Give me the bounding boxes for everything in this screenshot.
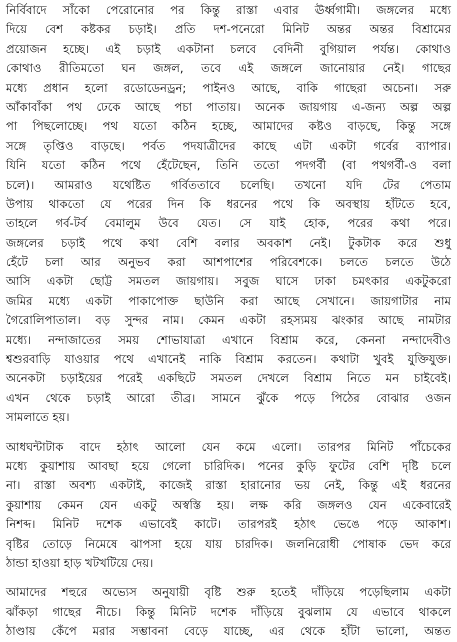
text-line: আমাদের শহুরে অভ্যেস অনুযায়ী বৃষ্টি শুরু হতেই দাঁড়িয়ে পড়েছিলাম একটা bbox=[6, 585, 451, 600]
text-line: ঠাণ্ডায় কেঁপে মরার সম্ভাবনা বেড়ে যাচ্ছে, এর থেকে হাঁটা ভালো, অন্তত bbox=[6, 624, 451, 639]
text-line: মধ্যে। নন্দাজাতের সময় শোভাযাত্রা এখানে বিশ্রাম করে, কেননা নন্দাদেবীও bbox=[6, 332, 451, 347]
text-line: যিনি যতো কঠিন পথে হেঁটেছেন, তিনি ততো পদগর্বী (বা পথগর্বী-ও বলা bbox=[6, 158, 451, 173]
text-line: আসি একটা ছোট্ট সমতল জায়গায়। সবুজ ঘাসে ঢাকা চমৎকার একটুকরো bbox=[6, 274, 451, 289]
paragraph-1 bbox=[6, 1, 451, 428]
text-line: না। রাস্তা অবশ্য একটাই, কাজেই রাস্তা হারানোর ভয় নেই, কিন্তু এই ধরনের bbox=[6, 478, 451, 493]
text-line: কোথাও রীতিমতো ঘন জঙ্গল, তবে এই জঙ্গলে জানোয়ার নেই। গাছের bbox=[6, 61, 451, 76]
text-line: বৃষ্টির তোড়ে নিমেষে ঝাপসা হয়ে যায় চারদিক। জলনিরোধী পোষাক ভেদ করে bbox=[6, 536, 451, 551]
text-line: হেঁটে চলা আর অনুভব করা আশপাশের পরিবেশকে। চলতে চলতে উঠে bbox=[6, 255, 451, 270]
text-line: নির্বিবাদে সাঁকো পেরোনোর পর কিন্তু রাস্তা এবার ঊর্ধ্বগামী। জঙ্গলের মধ্যে bbox=[6, 3, 451, 17]
text-line: আধঘন্টাটাক বাদে হঠাৎ আলো যেন কমে এলো। তারপর মিনিট পাঁচেকের bbox=[6, 439, 451, 454]
paragraph-3 bbox=[6, 583, 451, 641]
text-line: গৈরোলিপাতাল। বড় সুন্দর নাম। কেমন একটা রহস্যময় ঝংকার আছে নামটার bbox=[6, 313, 451, 328]
text-line: জঙ্গলের চড়াই পথে কথা বেশি বলার অবকাশ নেই। টুকটাক করে শুধু bbox=[6, 235, 451, 250]
text-line: এখন থেকে চড়াই আরো তীব্র। সামনে ঝুঁকে পড়ে পিঠের বোঝার ওজন bbox=[6, 390, 451, 405]
text-line: ঠান্ডা হাওয়া হাড় খটখটিয়ে দেয়। bbox=[6, 555, 154, 570]
text-line: মধ্যে কুয়াশায় আবছা হয়ে গেলো চারিদিক। পনের কুড়ি ফুটের বেশি দৃষ্টি চলে bbox=[6, 458, 451, 473]
text-line: দিয়ে বেশ কষ্টকর চড়াই। প্রতি দশ-পনেরো মিনিট অন্তর অন্তর বিশ্রামের bbox=[6, 22, 451, 37]
text-line: পা পিছলোচ্ছে। পথ যতো কঠিন হচ্ছে, আমাদের কষ্টও বাড়ছে, কিন্তু সঙ্গে bbox=[6, 119, 451, 134]
text-line: ঝাঁকড়া গাছের নীচে। কিন্তু মিনিট দশেক দাঁড়িয়ে বুঝলাম যে এভাবে থাকলে bbox=[6, 604, 451, 619]
text-line: জমির মধ্যে একটা পাকাপোক্ত ছাউনি করা আছে সেখানে। জায়গাটার নাম bbox=[6, 293, 451, 308]
text-line: নিশব্দ। মিনিট দশেক এভাবেই কাটে। তারপরই হঠাৎ ভেঙে পড়ে আকাশ। bbox=[6, 517, 451, 532]
paragraph-2 bbox=[6, 438, 451, 574]
text-line: শ্বশুরবাড়ি যাওয়ার পথে এখানেই নাকি বিশ্রাম করতেন। কথাটা খুবই যুক্তিযুক্ত। bbox=[6, 352, 451, 367]
text-line: কুয়াশায় কেমন যেন একটু অস্বস্তি হয়। লক্ষ করি জঙ্গলও যেন একেবারেই bbox=[6, 497, 451, 512]
text-line: উপায় থাকতো যে পরের দিন কি ধরনের পথে কি অবস্থায় হাঁটতে হবে, bbox=[6, 196, 451, 211]
text-line: তাহলে গর্ব-টর্ব বেমালুম উবে যেত। সে যাই হোক, পরের কথা পরে। bbox=[6, 216, 451, 231]
text-line: অনেকটা চড়াইয়ের পরেই একছিটে সমতল দেখলে বিশ্রাম নিতে মন চাইবেই। bbox=[6, 371, 451, 386]
text-line: চলে)। আমরাও যথেষ্টিত গর্বিততাবে চলেছি। তখনো যদি টের পেতাম bbox=[6, 177, 451, 192]
text-line: প্রয়োজন হচ্ছে। এই চড়াই একটানা চলবে বেদিনী বুগিয়াল পর্যন্ত। কোথাও bbox=[6, 41, 451, 56]
text-line: মধ্যে প্রধান হলো রডোডেনড্রন; পাইনও আছে, বাকি গাছেরা অচেনা। সরু bbox=[6, 80, 451, 95]
text-line: আঁকাবাঁকা পথ ঢেকে আছে পচা পাতায়। অনেক জায়গায় এ-জন্য অল্প অল্প bbox=[6, 99, 451, 114]
text-line: সামলাতে হয়। bbox=[6, 410, 70, 425]
text-line: সঙ্গে তৃপ্তিও বাড়ছে। পর্বত পদযাত্রীদের কাছে এটা একটা গর্বের ব্যাপার। bbox=[6, 138, 451, 153]
